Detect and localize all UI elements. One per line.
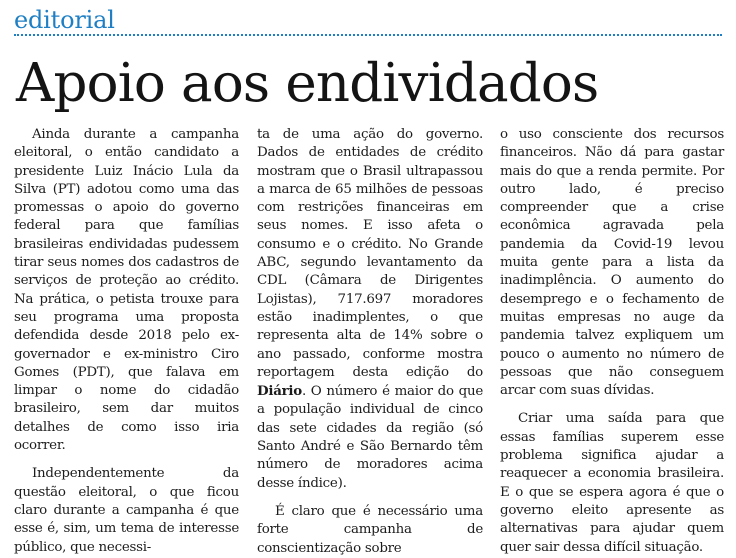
paragraph-text: . O número é maior do que a população individual de cinco das sete cidades da região (só Santo André e São Bernardo têm número de moradores acima desse índice). (257, 384, 483, 491)
article-column-3 (500, 126, 724, 555)
section-divider (14, 34, 722, 36)
article-column-1 (14, 126, 239, 555)
paragraph: Ainda durante a campanha eleitoral, o então candidato a presidente Luiz Inácio Lula da Silva (PT) adotou como uma das promessas o apoio do governo federal para que famílias brasileiras endividadas pudessem tirar seus nomes dos cadastros de serviços de proteção ao crédito. Na prática, o petista trouxe para seu programa uma proposta defendida desde 2018 pelo ex-governador e ex-ministro Ciro Gomes (PDT), que falava em limpar o nome do cidadão brasileiro, sem dar muitos detalhes de como isso iria ocorrer. (14, 127, 239, 454)
article-column-2 (257, 126, 483, 556)
paragraph: o uso consciente dos recursos financeiros. Não dá para gastar mais do que a renda permite. Por outro lado, é preciso compreender que a crise econômica agravada pela pandemia da Covid-19 levou muita gente para a lista da inadimplência. O aumento do desemprego e o fechamento de muitas empresas no auge da pandemia talvez expliquem um pouco o aumento no número de pessoas que não conseguem arcar com suas dívidas. (500, 127, 724, 399)
paragraph-text: ta de uma ação do governo. Dados de entidades de crédito mostram que o Brasil ultrapassou a marca de 65 milhões de pessoas com restrições financeiras em seus nomes. E isso afeta o consumo e o crédito. No Grande ABC, segundo levantamento da CDL (Câmara de Dirigentes Lojistas), 717.697 moradores estão inadimplentes, o que representa alta de 14% sobre o ano passado, conforme mostra reportagem desta edição do (257, 127, 483, 380)
paragraph: É claro que é necessário uma forte campanha de conscientização sobre (257, 503, 483, 556)
paragraph: Criar uma saída para que essas famílias superem esse problema significa ajudar a reaquecer a economia brasileira. E o que se espera agora é que o governo eleito apresente as alternativas para ajudar quem quer sair dessa difícil situação. (500, 411, 724, 555)
paragraph (257, 126, 483, 493)
headline: Apoio aos endividados (16, 53, 599, 114)
newspaper-name: Diário (257, 383, 302, 400)
section-label: editorial (14, 6, 115, 34)
paragraph: Independentemente da questão eleitoral, o que ficou claro durante a campanha é que esse é, sim, um tema de interesse público, que necessi- (14, 466, 239, 555)
